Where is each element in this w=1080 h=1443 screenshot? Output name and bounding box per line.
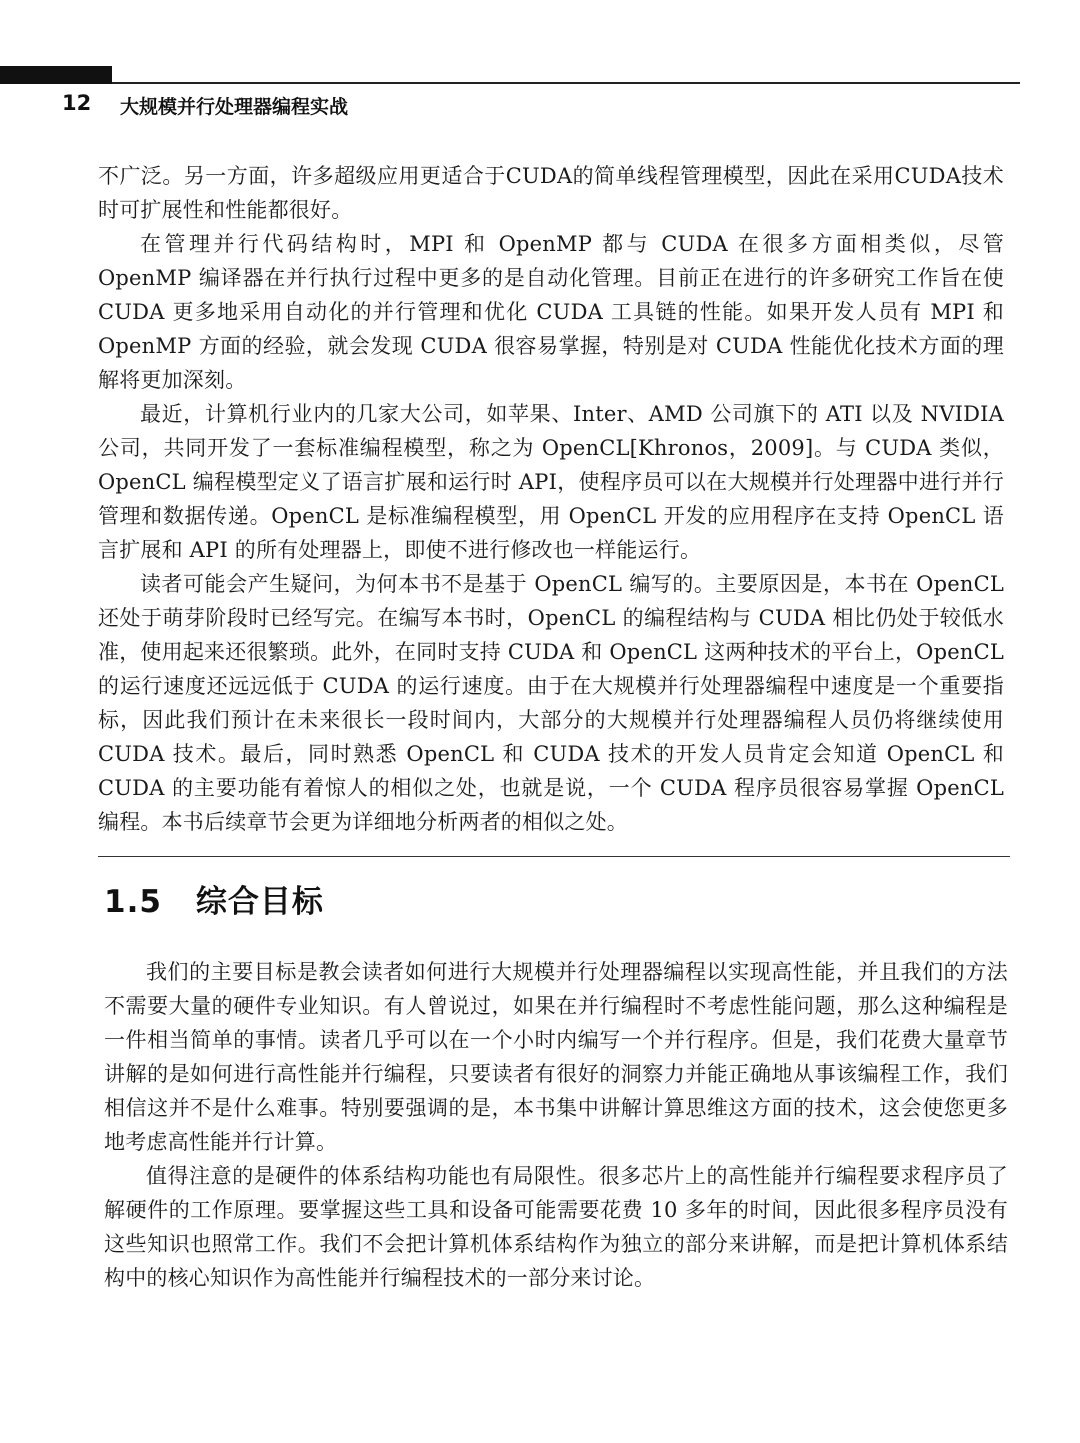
paragraph: 我们的主要目标是教会读者如何进行大规模并行处理器编程以实现高性能，并且我们的方法不需要大量的硬件专业知识。有人曾说过，如果在并行编程时不考虑性能问题，那么这种编程是一件相当简单的事情。读者几乎可以在一个小时内编写一个并行程序。但是，我们花费大量章节讲解的是如何进行高性能并行编程，只要读者有很好的洞察力并能正确地从事该编程工作，我们相信这并不是什么难事。特别要强调的是，本书集中讲解计算思维这方面的技术，这会使您更多地考虑高性能并行计算。: [104, 960, 1008, 1154]
header-bar: [0, 66, 112, 84]
paragraph: 在管理并行代码结构时，MPI 和 OpenMP 都与 CUDA 在很多方面相类似，尽管 OpenMP 编译器在并行执行过程中更多的是自动化管理。目前正在进行的许多研究工作旨在使 CUDA 更多地采用自动化的并行管理和优化 CUDA 工具链的性能。如果开发人员有 MPI 和 OpenMP 方面的经验，就会发现 CUDA 很容易掌握，特别是对 CUDA 性能优化技术方面的理解将更加深刻。: [98, 232, 1004, 392]
body-text-bottom: [104, 955, 1008, 1295]
paragraph: 读者可能会产生疑问，为何本书不是基于 OpenCL 编写的。主要原因是，本书在 OpenCL 还处于萌芽阶段时已经写完。在编写本书时，OpenCL 的编程结构与 CUDA 相比仍处于较低水准，使用起来还很繁琐。此外，在同时支持 CUDA 和 OpenCL 这两种技术的平台上，OpenCL 的运行速度还远远低于 CUDA 的运行速度。由于在大规模并行处理器编程中速度是一个重要指标，因此我们预计在未来很长一段时间内，大部分的大规模并行处理器编程人员仍将继续使用 CUDA 技术。最后，同时熟悉 OpenCL 和 CUDA 技术的开发人员肯定会知道 OpenCL 和 CUDA 的主要功能有着惊人的相似之处，也就是说，一个 CUDA 程序员很容易掌握 OpenCL 编程。本书后续章节会更为详细地分析两者的相似之处。: [98, 572, 1004, 834]
section-heading: [104, 876, 324, 921]
paragraph: 值得注意的是硬件的体系结构功能也有局限性。很多芯片上的高性能并行编程要求程序员了解硬件的工作原理。要掌握这些工具和设备可能需要花费 10 多年的时间，因此很多程序员没有这些知识也照常工作。我们不会把计算机体系结构作为独立的部分来讲解，而是把计算机体系结构中的核心知识作为高性能并行编程技术的一部分来讨论。: [104, 1164, 1008, 1290]
paragraph: 不广泛。另一方面，许多超级应用更适合于CUDA的简单线程管理模型，因此在采用CUDA技术时可扩展性和性能都很好。: [98, 164, 1004, 222]
section-rule: [98, 856, 1010, 857]
running-title: 大规模并行处理器编程实战: [120, 96, 349, 118]
header-rule: [112, 82, 1020, 84]
section-title: 综合目标: [195, 884, 324, 920]
paragraph: 最近，计算机行业内的几家大公司，如苹果、Inter、AMD 公司旗下的 ATI 以及 NVIDIA 公司，共同开发了一套标准编程模型，称之为 OpenCL[Khronos，2009]。与 CUDA 类似，OpenCL 编程模型定义了语言扩展和运行时 API，使程序员可以在大规模并行处理器中进行并行管理和数据传递。OpenCL 是标准编程模型，用 OpenCL 开发的应用程序在支持 OpenCL 语言扩展和 API 的所有处理器上，即使不进行修改也一样能运行。: [98, 402, 1004, 562]
section-number: 1.5: [104, 884, 162, 920]
page-number: 12: [62, 91, 92, 115]
body-text-top: [98, 159, 1004, 839]
